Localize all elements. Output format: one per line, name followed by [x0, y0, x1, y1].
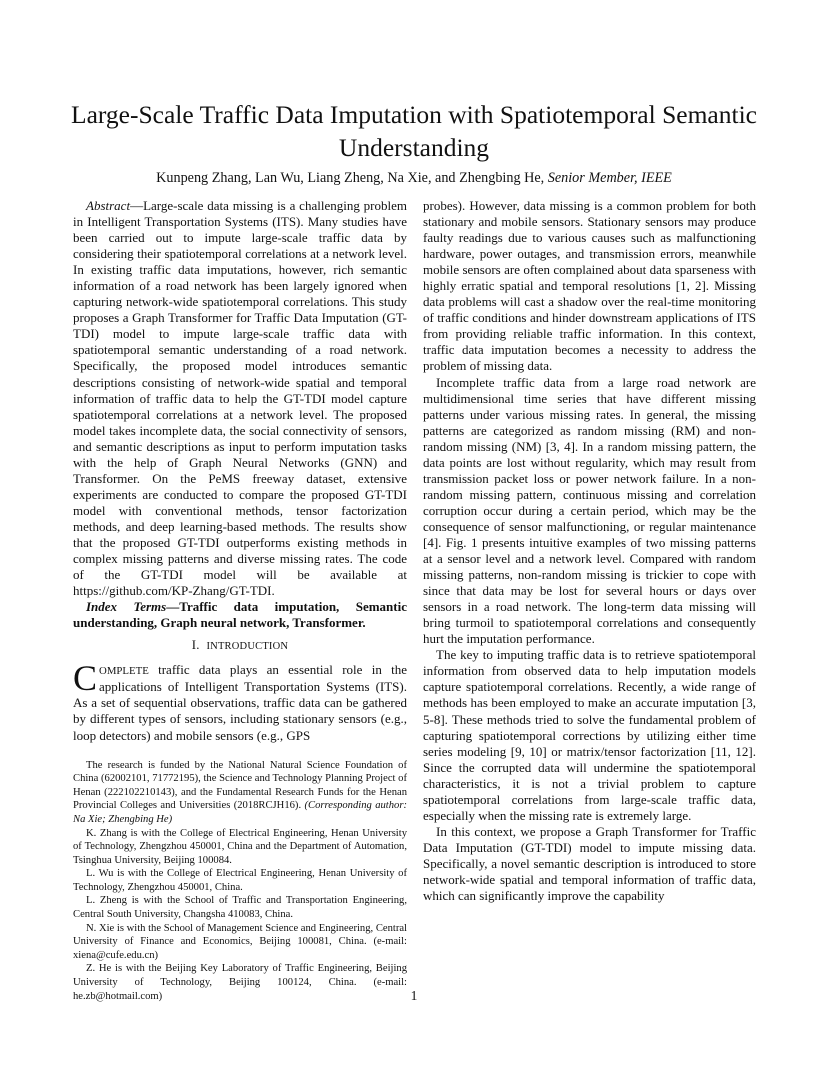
- section-number: I.: [191, 638, 200, 653]
- left-column: [73, 198, 407, 1003]
- footnote-corresponding: (Corresponding author: Na Xie; Zhengbing He): [73, 800, 407, 825]
- index-terms: [73, 599, 407, 631]
- intro-paragraph-3: The key to imputing traffic data is to retrieve spatiotemporal information from observed data to help imputation models capture spatiotemporal correlations. Recently, a wide range of methods has been employed to make an accurate imputation [3, 5-8]. These methods tried to solve the fundamental problem of capturing spatiotemporal corrections by utilizing either time series modeling [9, 10] or matrix/tensor factorization [11, 12]. Since the corrupted data will undermine the spatiotemporal characteristics, it is not a trivial problem to capture spatiotemporal correlations from large-scale traffic data, especially when the missing rate is extremely large.: [423, 647, 756, 823]
- footnote-funding-text: The research is funded by the National Natural Science Foundation of China (62002101, 71772195), the Science and Technology Planning Project of Henan (222102210143), and the Fundamental Research Funds for the Henan Provincial Colleges and Universities (2018RCJH16).: [73, 759, 407, 812]
- intro-paragraph-4: In this context, we propose a Graph Transformer for Traffic Data Imputation (GT-TDI) model to impute missing data. Specifically, a novel semantic description is introduced to store network-wide spatial and temporal information of traffic data, which can significantly improve the capability: [423, 823, 756, 904]
- author-line: [40, 169, 788, 187]
- footnote-zhang: K. Zhang is with the College of Electrical Engineering, Henan University of Technology, Zhengzhou 450001, China and the Department of Automation, Tsinghua University, Beijing 100084.: [73, 827, 407, 866]
- drop-cap: C: [73, 658, 98, 699]
- footnotes: [73, 759, 407, 1004]
- intro-paragraph-2: Incomplete traffic data from a large road network are multidimensional time series that have different missing patterns under various missing rates. In general, the missing patterns are categorized as random missing (RM) and non-random missing (NM) [3, 4]. In a random missing pattern, the data points are lost without regularity, which may result from transmission packet loss or power network failure. In a non-random missing pattern, continuous missing and correlation corruption occur during a certain period, which may be the consequence of sensor malfunctioning, or regular maintenance [4]. Fig. 1 presents intuitive examples of two missing patterns at a sensor level and a network level. Compared with random missing patterns, non-random missing is trickier to cope with since that data may be lost for several hours or days over sensors in a road network. The long-term data missing will bring turmoil to spatiotemporal correlations and consequently hurt the imputation performance.: [423, 374, 756, 647]
- right-column: [423, 198, 756, 904]
- intro-paragraph-1-continued: probes). However, data missing is a common problem for both stationary and mobile sensors. Stationary sensors may produce faulty readings due to various causes such as malfunctioning hardware, power outages, and transmission errors, meanwhile mobile sensors are often complained about data sparseness with highly erratic spatial and temporal resolutions [1, 2]. Missing data problems will cast a shadow over the real-time monitoring of traffic conditions and hinder downstream applications of ITS from providing reliable traffic information. In this context, traffic data imputation becomes a necessity to address the problem of missing data.: [423, 198, 756, 374]
- footnote-wu: L. Wu is with the College of Electrical Engineering, Henan University of Technology, Zhengzhou 450001, China.: [73, 868, 407, 893]
- section-heading-introduction: [73, 637, 407, 655]
- author-membership: Senior Member, IEEE: [547, 170, 672, 186]
- abstract-label: Abstract: [86, 198, 131, 213]
- index-terms-label: Index Terms: [86, 599, 167, 615]
- footnote-he: Z. He is with the Beijing Key Laboratory of Traffic Engineering, Beijing University of Technology, Beijing 100124, China. (e-mail: he.zb@hotmail.com): [73, 963, 407, 1002]
- author-list: Kunpeng Zhang, Lan Wu, Liang Zheng, Na Xie, and Zhengbing He,: [156, 170, 545, 186]
- index-terms-text: —Traffic data imputation, Semantic understanding, Graph neural network, Transformer.: [73, 599, 407, 631]
- intro-paragraph-1: [73, 658, 407, 743]
- footnote-funding: [73, 759, 407, 827]
- abstract-dash: —: [130, 198, 144, 213]
- abstract-text: Large-scale data missing is a challenging problem in Intelligent Transportation Systems (ITS). Many studies have been carried out to impute large-scale traffic data by considering their spatiotemporal correlations at a network level. In existing traffic data imputations, however, rich semantic information of a road network has been largely ignored when capturing network-wide spatiotemporal correlations. This study proposes a Graph Transformer for Traffic Data Imputation (GT-TDI) model to impute large-scale traffic data with spatiotemporal semantic understanding of a road network. Specifically, the proposed model introduces semantic descriptions consisting of network-wide spatial and temporal information of traffic data to help the GT-TDI model capture spatiotemporal correlations at a network level. The proposed model takes incomplete data, the social connectivity of sensors, and semantic descriptions as input to perform imputation tasks with the help of Graph Neural Networks (GNN) and Transformer. On the PeMS freeway dataset, extensive experiments are conducted to compare the proposed GT-TDI model with conventional methods, tensor factorization methods, and deep learning-based methods. The results show that the proposed GT-TDI outperforms existing methods in complex missing patterns and diverse missing rates. The code of the GT-TDI model will be available at https://github.com/KP-Zhang/GT-TDI.: [73, 198, 407, 599]
- intro-first-word: OMPLETE: [99, 665, 149, 678]
- paper-title: Large-Scale Traffic Data Imputation with Spatiotemporal Semantic Understanding: [71, 100, 757, 162]
- footnote-zheng: L. Zheng is with the School of Traffic and Transportation Engineering, Central South University, Changsha 410083, China.: [73, 895, 407, 921]
- intro-paragraph-1-text: traffic data plays an essential role in the applications of Intelligent Transportation Systems (ITS). As a set of sequential observations, traffic data can be gathered by different types of sensors, including stationary sensors (e.g., loop detectors) and mobile sensors (e.g., GPS: [73, 662, 407, 743]
- footnote-xie: N. Xie is with the School of Management Science and Engineering, Central University of Finance and Economics, Beijing 100081, China. (e-mail: xiena@cufe.edu.cn): [73, 922, 407, 961]
- section-title: INTRODUCTION: [206, 641, 289, 653]
- abstract: [73, 198, 407, 599]
- page-number: 1: [410, 988, 418, 1003]
